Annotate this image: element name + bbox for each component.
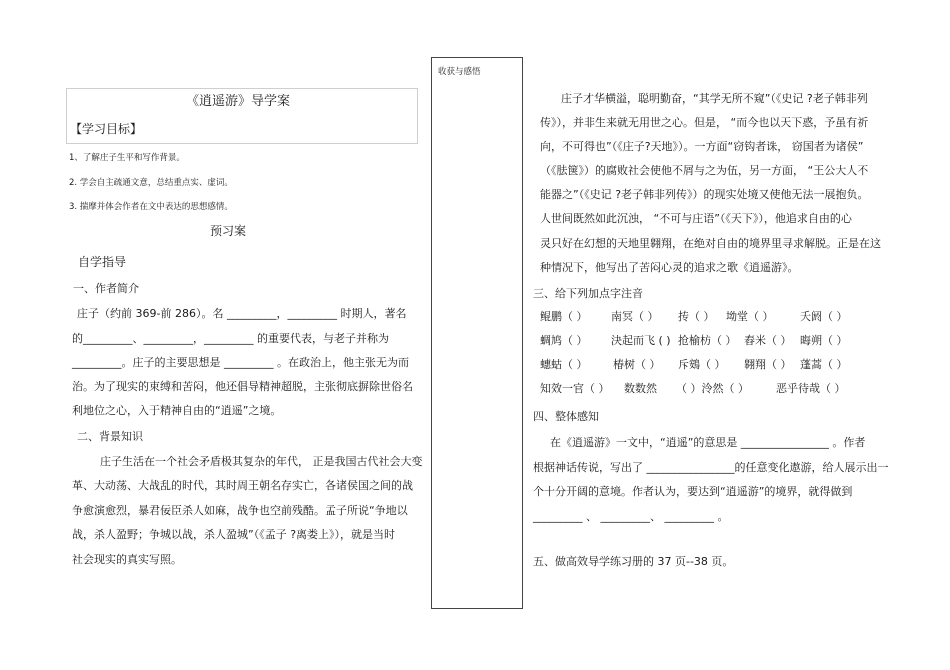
pinyin-item: 恶乎待哉（ ） [776,382,846,395]
notes-label: 收获与感悟 [438,67,481,77]
section3-heading: 三、给下列加点字注音 [533,287,643,300]
section4-line: _________ 、 _________、 _________ 。 [533,510,729,523]
goals-heading: 【学习目标】 [70,122,143,136]
intro-line: 庄子才华横溢，聪明勤奋，“其学无所不窥”（《史记 ?老子韩非列 [561,92,868,105]
section2-line: 战，杀人盈野；争城以战，杀人盈城”（《孟子 ?离娄上》），就是当时 [72,528,396,541]
intro-line: 人世间既然如此沉浊， “不可与庄语”（《天下》），他追求自由的心 [540,212,852,225]
intro-line: （《胠箧》）的腐败社会使他不屑与之为伍，另一方面， “王公大人不 [540,164,869,177]
preview-title: 预习案 [210,224,247,238]
pinyin-item: （ ）泠然（ ） [676,382,749,395]
pinyin-item: 蜩鸠（ ） [540,334,588,347]
intro-line: 能器之”（《史记 ?老子韩非列传》）的现实处境又使他无法一展抱负。 [540,188,869,201]
goal-3: 3. 揣摩并体会作者在文中表达的思想感情。 [69,202,233,212]
section1-line: 的_________、_________，_________ 的重要代表，与老子并称为 [72,332,389,345]
section4-line: 在《逍遥游》一文中，“逍遥”的意思是 ________________ 。作者 [550,436,866,449]
section4-line: 个十分开阔的意境。作者认为，要达到“逍遥游”的境界，就得做到 [533,485,853,498]
pinyin-item: 蟪蛄（ ） [540,358,588,371]
section4-heading: 四、整体感知 [533,410,599,423]
intro-line: 传》），并非生来就无用世之心。但是， “而今也以天下惑，予虽有祈 [540,116,869,129]
section2-line: 争愈演愈烈，暴君佞臣杀人如麻，战争也空前残酷。孟子所说“争地以 [72,504,408,517]
pinyin-item: 夭阏（ ） [800,310,848,323]
pinyin-item: 蓬蒿（ ） [800,358,848,371]
section1-heading: 一、作者简介 [73,282,139,295]
section1-line: 利地位之心，入于精神自由的“逍遥”之境。 [72,404,282,417]
goal-2: 2. 学会自主疏通文意，总结重点实、虚词。 [69,178,233,188]
pinyin-item: 舂米（ ） [744,334,792,347]
pinyin-item: 抟（ ） [678,310,715,323]
intro-line: 种情况下，他写出了苦闷心灵的追求之歌《逍遥游》。 [540,261,799,274]
self-study-heading: 自学指导 [78,255,127,269]
pinyin-item: 斥鴳（ ） [678,358,726,371]
section5-line: 五、做高效导学练习册的 37 页--38 页。 [533,555,734,568]
page-title: 《逍遥游》导学案 [186,94,291,109]
pinyin-item: 知效一官（ ） [540,382,610,395]
intro-line: 向，不可得也”（《庄子?天地》）。一方面“窃钩者诛， 窃国者为诸侯” [540,140,864,153]
notes-box [431,57,523,609]
section1-line: 治。为了现实的束缚和苦闷，他还倡导精神超脱，主张彻底摒除世俗名 [72,380,413,393]
section2-heading: 二、背景知识 [77,430,143,443]
pinyin-item: 晦朔（ ） [800,334,848,347]
pinyin-item: 抢榆枋（ ） [678,334,737,347]
section2-line: 庄子生活在一个社会矛盾极其复杂的年代， 正是我国古代社会大变 [100,455,423,468]
section2-line: 革、大动荡、大战乱的时代，其时周王朝名存实亡，各诸侯国之间的战 [72,479,413,492]
pinyin-item: 鲲鹏（ ） [540,310,588,323]
pinyin-item: 翱翔（ ） [744,358,792,371]
goal-1: 1、了解庄子生平和写作背景。 [69,153,185,163]
pinyin-item: 坳堂（ ） [726,310,774,323]
section1-line: 庄子（约前 369-前 286）。名 _________，_________ 时期人，著名 [77,307,407,320]
pinyin-item: 椿树（ ） [613,358,661,371]
section1-line: _________。庄子的主要思想是 _________ 。在政治上，他主张无为而 [72,356,409,369]
pinyin-item: 南冥（ ） [611,310,659,323]
section4-line: 根据神话传说，写出了 ________________的任意变化遨游，给人展示出一 [533,461,889,474]
pinyin-item: 決起而飞 ( ) [611,334,671,347]
intro-line: 灵只好在幻想的天地里翱翔，在绝对自由的境界里寻求解脱。正是在这 [540,237,881,250]
section2-line: 社会现实的真实写照。 [72,553,182,566]
pinyin-item: 数数然 [624,382,657,395]
